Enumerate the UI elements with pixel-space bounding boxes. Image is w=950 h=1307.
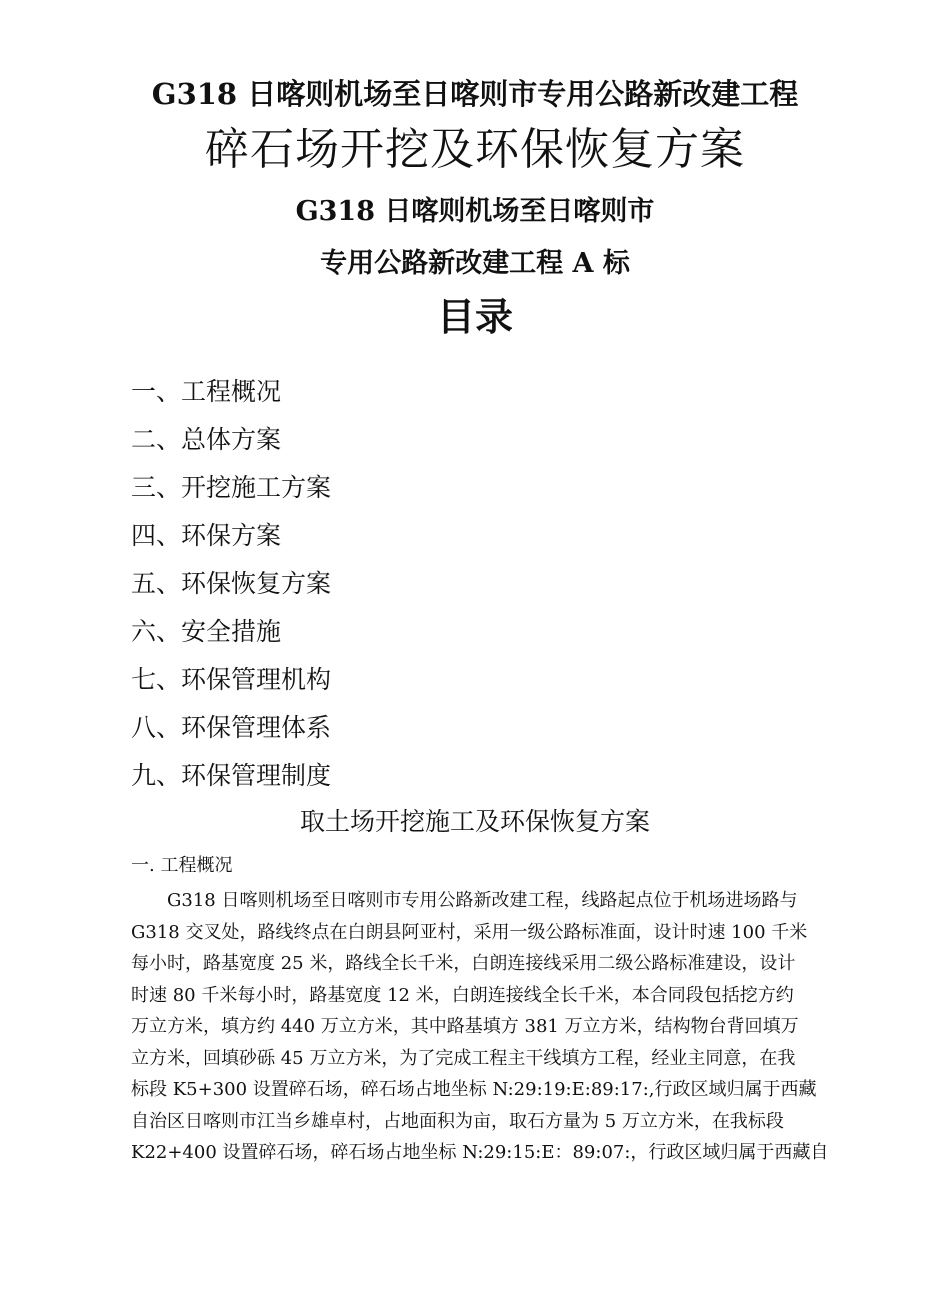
section-subheading: 一. 工程概况 — [131, 855, 233, 876]
project-title: G318 日喀则机场至日喀则市专用公路新改建工程 — [151, 77, 799, 111]
toc-item: 四、环保方案 — [131, 521, 282, 550]
body-paragraph — [131, 885, 829, 1169]
document-title: 碎石场开挖及环保恢复方案 — [205, 124, 745, 175]
toc-item: 一、工程概况 — [131, 377, 282, 406]
paragraph-line: 万立方米，填方约 440 万立方米，其中路基填方 381 万立方米，结构物台背回填万 — [131, 1016, 799, 1037]
toc-item: 五、环保恢复方案 — [131, 569, 332, 598]
toc-item: 六、安全措施 — [131, 617, 282, 646]
toc-item: 九、环保管理制度 — [131, 761, 332, 790]
paragraph-line: 每小时，路基宽度 25 米，路线全长千米，白朗连接线采用二级公路标准建设，设计 — [131, 953, 796, 974]
toc-item: 二、总体方案 — [131, 425, 282, 454]
subtitle-line-2: 专用公路新改建工程 A 标 — [320, 248, 630, 279]
paragraph-line: 自治区日喀则市江当乡雄卓村，占地面积为亩，取石方量为 5 万立方米，在我标段 — [131, 1110, 784, 1132]
toc-item: 八、环保管理体系 — [131, 713, 332, 742]
table-of-contents — [131, 368, 331, 800]
toc-item: 三、开挖施工方案 — [131, 473, 332, 502]
paragraph-line: 标段 K5+300 设置碎石场，碎石场占地坐标 N:29:19:E:89:17:,行政区域归属于西藏 — [131, 1079, 817, 1100]
paragraph-line: G318 交叉处，路线终点在白朗县阿亚村，采用一级公路标准面，设计时速 100 千米 — [131, 921, 808, 943]
paragraph-line: 立方米，回填砂砾 45 万立方米，为了完成工程主干线填方工程，经业主同意，在我 — [131, 1047, 796, 1069]
toc-item: 七、环保管理机构 — [131, 665, 332, 694]
paragraph-line: G318 日喀则机场至日喀则市专用公路新改建工程，线路起点位于机场进场路与 — [167, 890, 798, 911]
section-heading: 取土场开挖施工及环保恢复方案 — [299, 807, 650, 836]
paragraph-line: 时速 80 千米每小时，路基宽度 12 米，白朗连接线全长千米，本合同段包括挖方约 — [131, 984, 794, 1006]
toc-title: 目录 — [436, 295, 513, 339]
paragraph-line: K22+400 设置碎石场，碎石场占地坐标 N:29:15:E：89:07:，行政区域归属于西藏自 — [131, 1142, 829, 1163]
subtitle-line-1: G318 日喀则机场至日喀则市 — [295, 196, 655, 227]
